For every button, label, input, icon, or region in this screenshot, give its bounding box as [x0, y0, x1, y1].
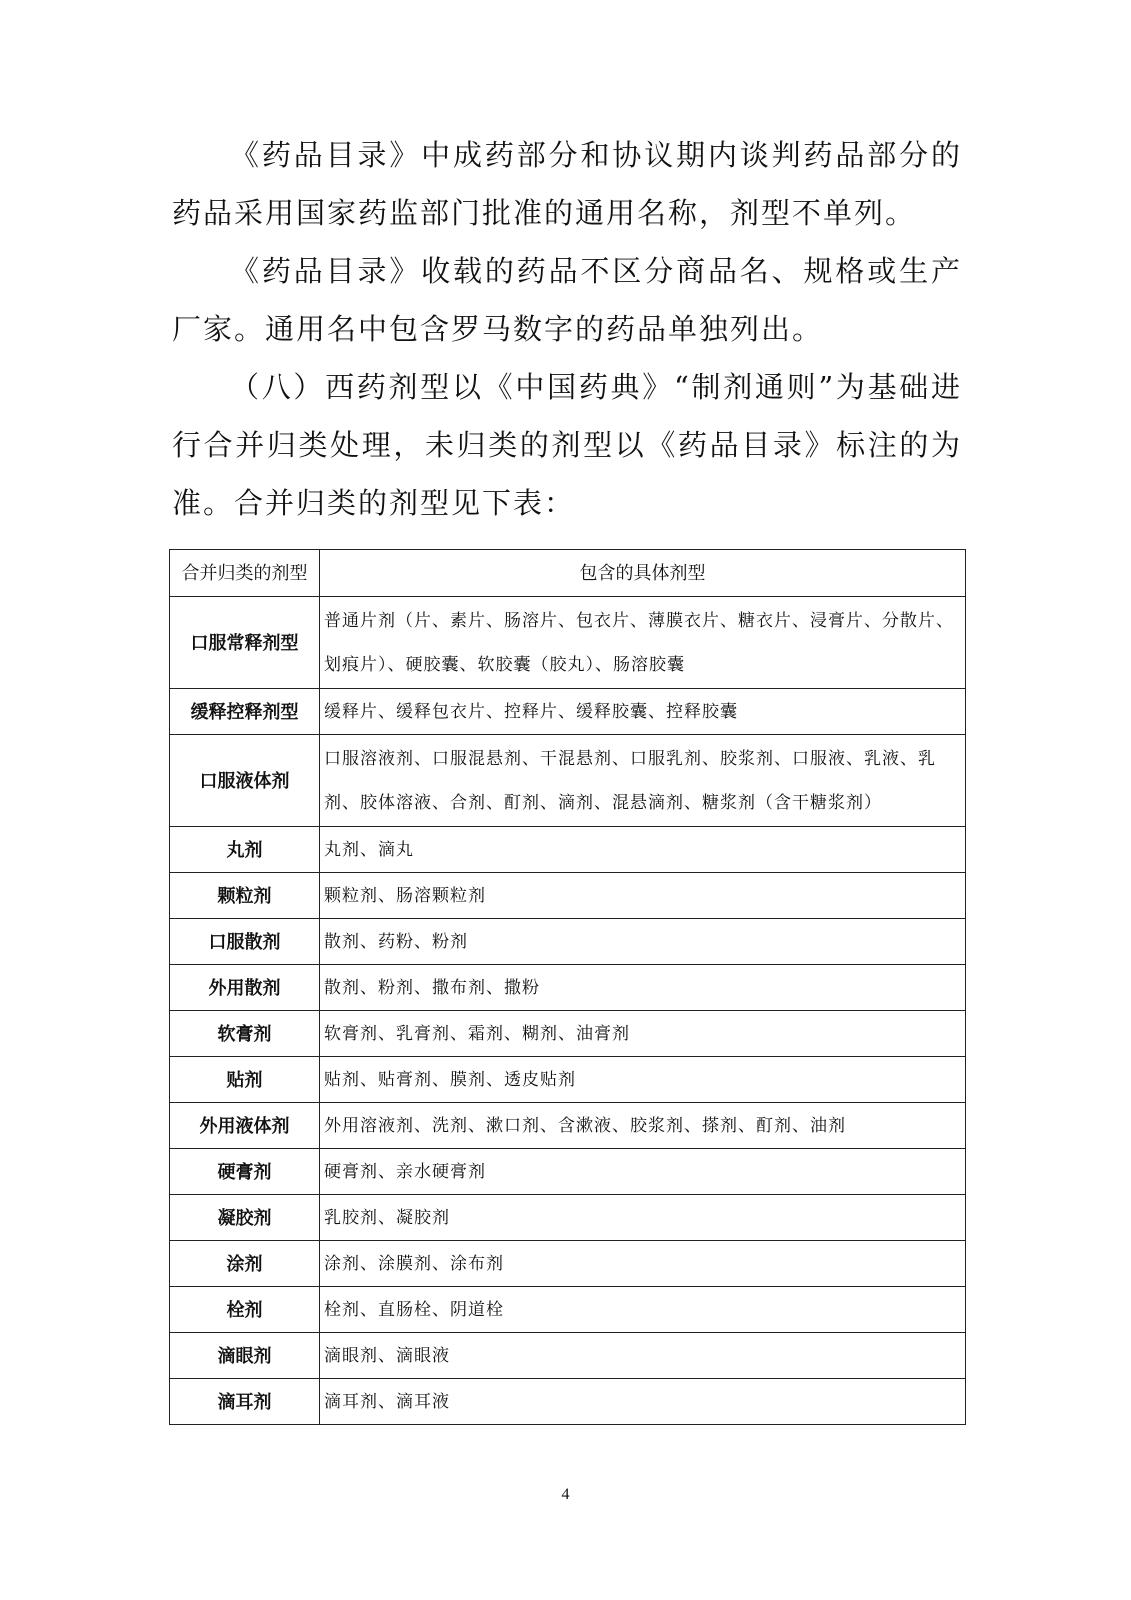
table-row — [170, 1149, 966, 1195]
category-cell: 滴眼剂 — [170, 1333, 320, 1379]
table-row — [170, 1379, 966, 1425]
category-cell: 外用液体剂 — [170, 1103, 320, 1149]
table-row — [170, 1241, 966, 1287]
detail-cell: 缓释片、缓释包衣片、控释片、缓释胶囊、控释胶囊 — [320, 689, 966, 735]
detail-cell: 软膏剂、乳膏剂、霜剂、糊剂、油膏剂 — [320, 1011, 966, 1057]
detail-cell: 滴眼剂、滴眼液 — [320, 1333, 966, 1379]
category-cell: 丸剂 — [170, 827, 320, 873]
table-row — [170, 919, 966, 965]
detail-cell: 颗粒剂、肠溶颗粒剂 — [320, 873, 966, 919]
category-cell: 口服散剂 — [170, 919, 320, 965]
table-row — [170, 1011, 966, 1057]
category-cell: 外用散剂 — [170, 965, 320, 1011]
category-cell: 口服常释剂型 — [170, 597, 320, 689]
table-header-row — [170, 550, 966, 597]
table-row — [170, 1333, 966, 1379]
category-cell: 贴剂 — [170, 1057, 320, 1103]
detail-cell: 散剂、粉剂、撒布剂、撒粉 — [320, 965, 966, 1011]
category-cell: 颗粒剂 — [170, 873, 320, 919]
category-cell: 口服液体剂 — [170, 735, 320, 827]
body-text — [172, 126, 962, 532]
detail-cell: 口服溶液剂、口服混悬剂、干混悬剂、口服乳剂、胶浆剂、口服液、乳液、乳剂、胶体溶液、合剂、酊剂、滴剂、混悬滴剂、糖浆剂（含干糖浆剂） — [320, 735, 966, 827]
category-cell: 滴耳剂 — [170, 1379, 320, 1425]
detail-cell: 贴剂、贴膏剂、膜剂、透皮贴剂 — [320, 1057, 966, 1103]
category-cell: 涂剂 — [170, 1241, 320, 1287]
detail-cell: 外用溶液剂、洗剂、漱口剂、含漱液、胶浆剂、搽剂、酊剂、油剂 — [320, 1103, 966, 1149]
category-cell: 栓剂 — [170, 1287, 320, 1333]
header-category: 合并归类的剂型 — [170, 550, 320, 597]
table-row — [170, 1103, 966, 1149]
table-row — [170, 1057, 966, 1103]
detail-cell: 涂剂、涂膜剂、涂布剂 — [320, 1241, 966, 1287]
detail-cell: 栓剂、直肠栓、阴道栓 — [320, 1287, 966, 1333]
detail-cell: 硬膏剂、亲水硬膏剂 — [320, 1149, 966, 1195]
table-row — [170, 827, 966, 873]
table-row — [170, 689, 966, 735]
category-cell: 凝胶剂 — [170, 1195, 320, 1241]
paragraph-generic-names: 《药品目录》中成药部分和协议期内谈判药品部分的药品采用国家药监部门批准的通用名称，剂型不单列。 — [172, 138, 962, 230]
page-number: 4 — [561, 1486, 570, 1503]
detail-cell: 丸剂、滴丸 — [320, 827, 966, 873]
detail-cell: 散剂、药粉、粉剂 — [320, 919, 966, 965]
detail-cell: 普通片剂（片、素片、肠溶片、包衣片、薄膜衣片、糖衣片、浸膏片、分散片、划痕片）、硬胶囊、软胶囊（胶丸）、肠溶胶囊 — [320, 597, 966, 689]
table-row — [170, 965, 966, 1011]
table-row — [170, 735, 966, 827]
category-cell: 软膏剂 — [170, 1011, 320, 1057]
dosage-form-table — [169, 549, 966, 1425]
category-cell: 缓释控释剂型 — [170, 689, 320, 735]
detail-cell: 滴耳剂、滴耳液 — [320, 1379, 966, 1425]
table-row — [170, 1195, 966, 1241]
table-row — [170, 1287, 966, 1333]
paragraph-trade-names: 《药品目录》收载的药品不区分商品名、规格或生产厂家。通用名中包含罗马数字的药品单独列出。 — [172, 254, 962, 346]
header-detail: 包含的具体剂型 — [320, 550, 966, 597]
table-row — [170, 597, 966, 689]
detail-cell: 乳胶剂、凝胶剂 — [320, 1195, 966, 1241]
table-row — [170, 873, 966, 919]
paragraph-dosage-forms: （八）西药剂型以《中国药典》“制剂通则”为基础进行合并归类处理，未归类的剂型以《药品目录》标注的为准。合并归类的剂型见下表： — [172, 370, 962, 520]
category-cell: 硬膏剂 — [170, 1149, 320, 1195]
